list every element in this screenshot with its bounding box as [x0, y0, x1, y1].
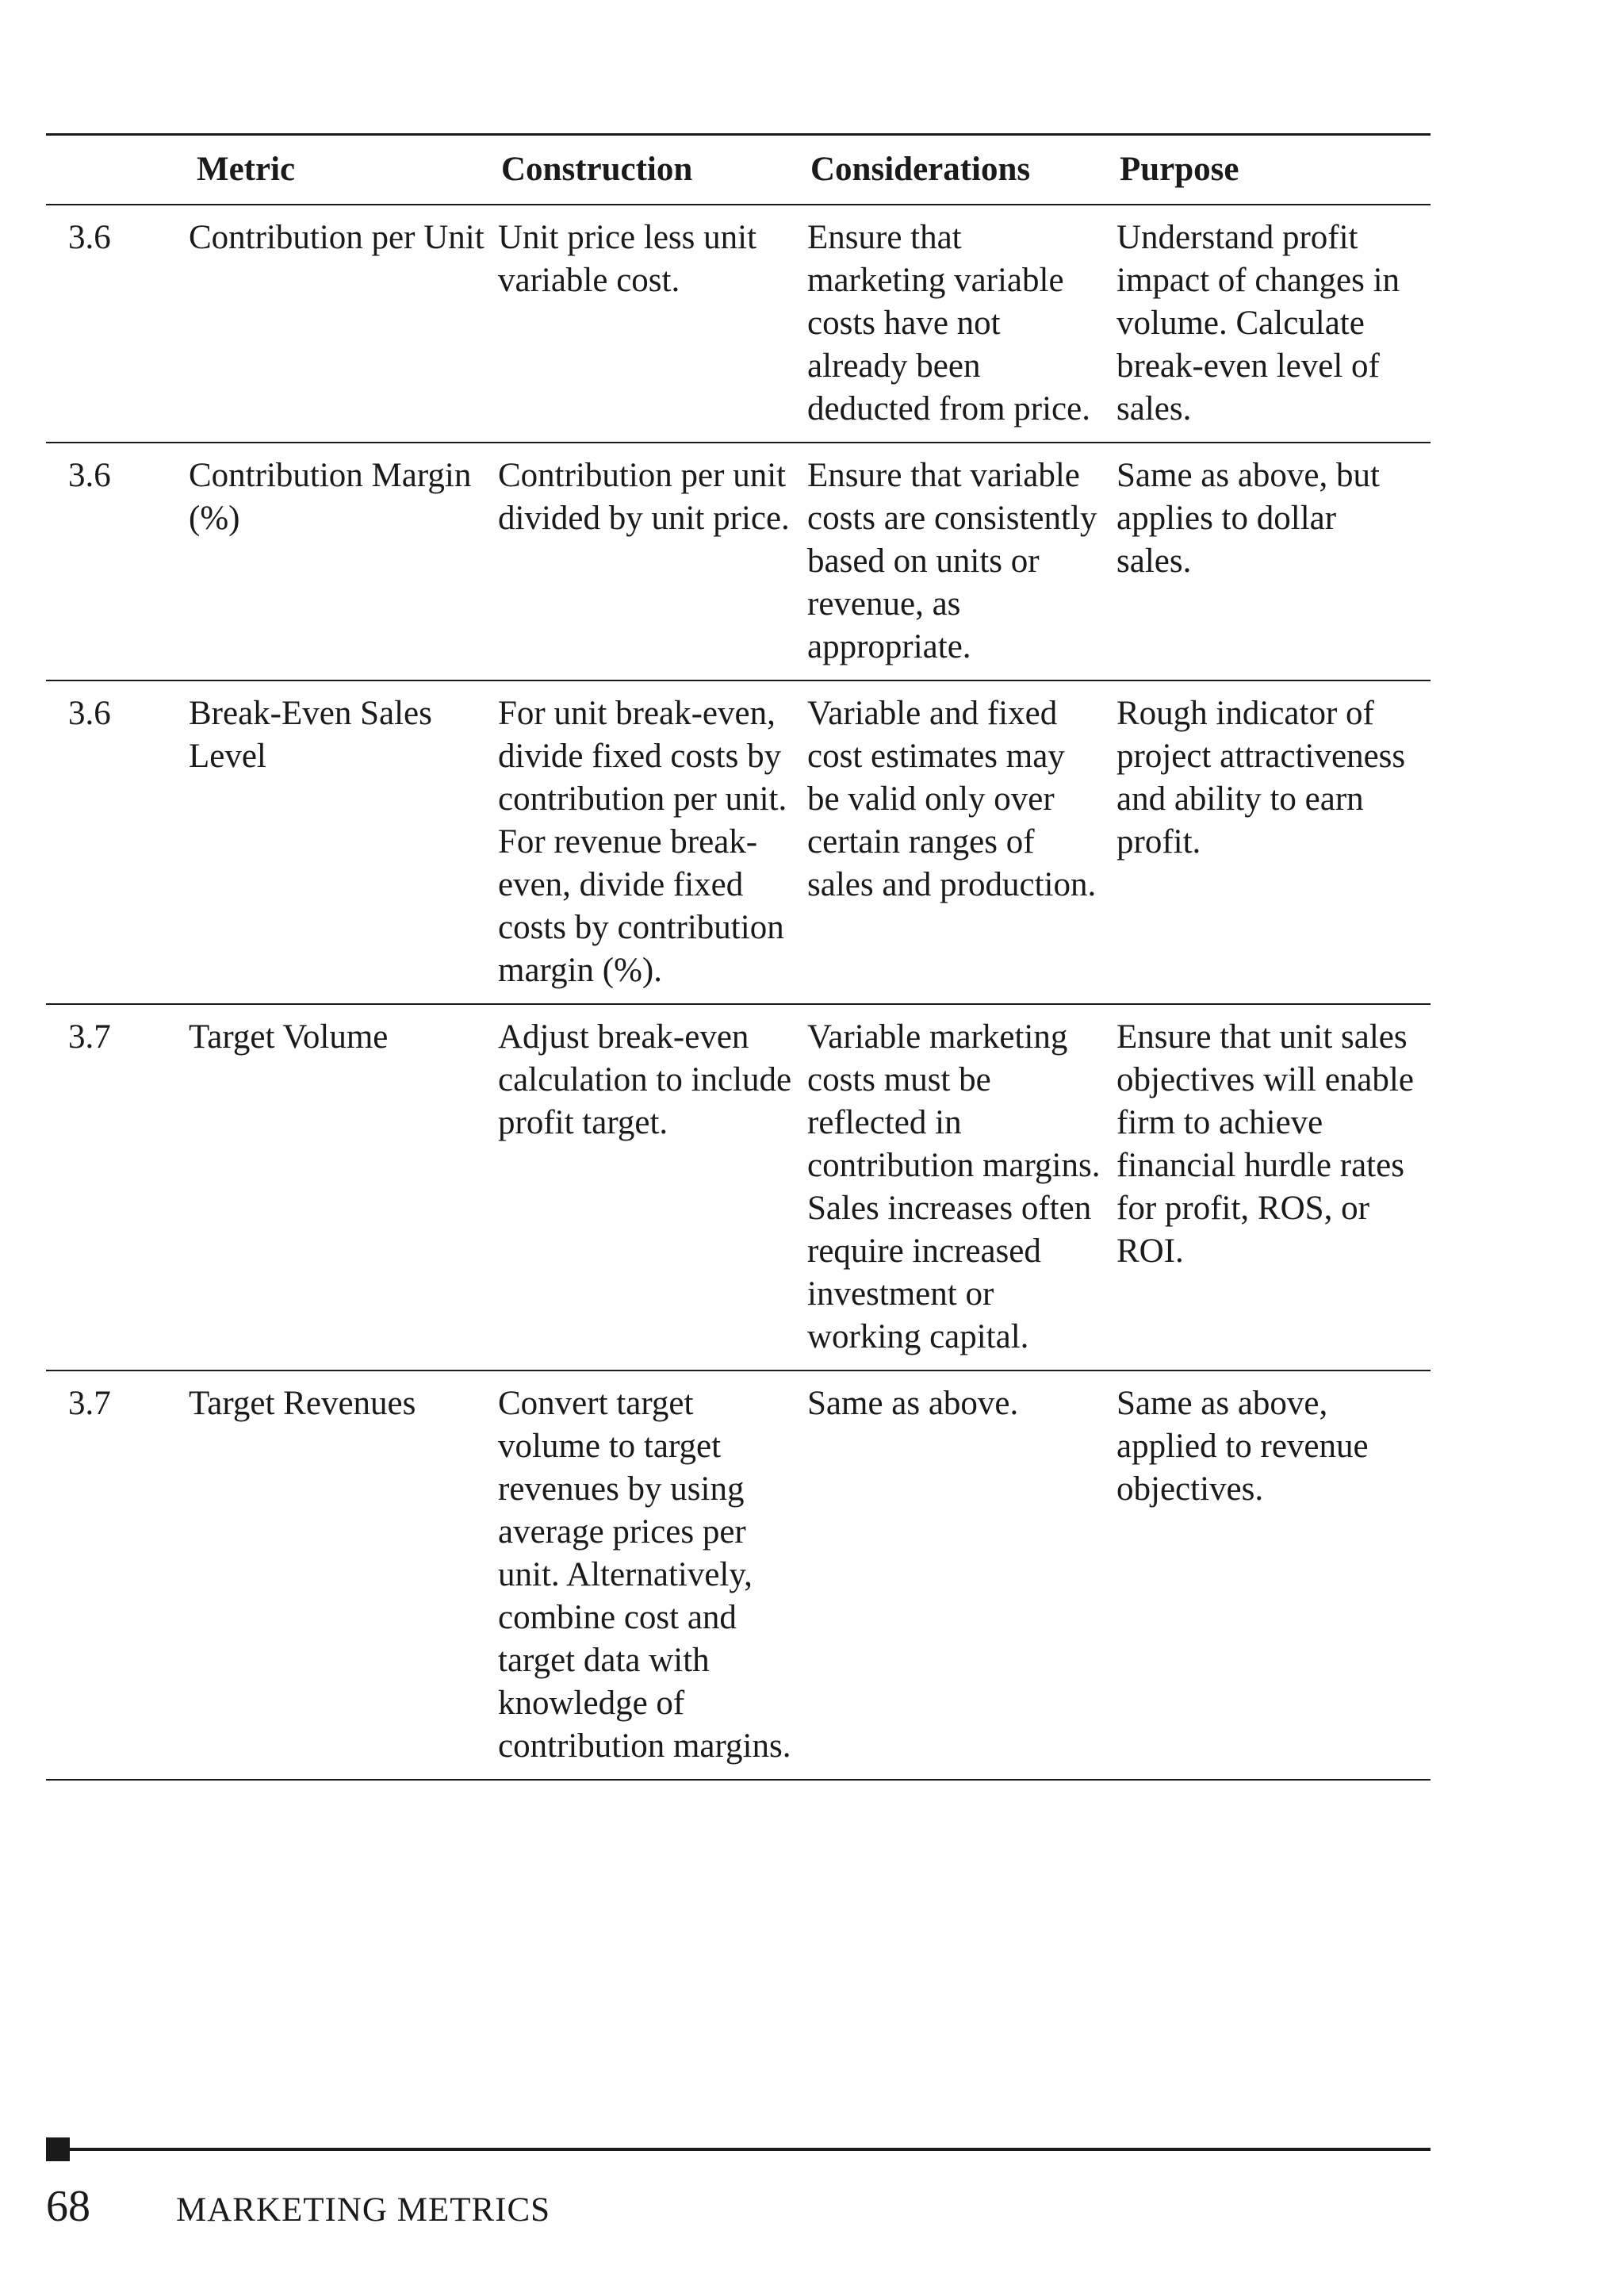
table-row — [46, 1004, 1431, 1371]
metrics-summary-table — [46, 133, 1431, 1781]
header-purpose: Purpose — [1116, 135, 1431, 205]
cell-considerations: Ensure that variable costs are consistently based on units or revenue, as appropriate. — [807, 443, 1116, 680]
cell-metric: Target Volume — [189, 1004, 498, 1371]
table-header-row — [46, 135, 1431, 205]
cell-considerations: Ensure that marketing variable costs have not already been deducted from price. — [807, 205, 1116, 443]
cell-considerations: Variable marketing costs must be reflected in contribution margins. Sales increases often require increased investment or working capital. — [807, 1004, 1116, 1371]
page-number: 68 — [46, 2182, 90, 2231]
footer-rule — [46, 2148, 1431, 2151]
header-section — [46, 135, 189, 205]
cell-purpose: Same as above, applied to revenue objectives. — [1116, 1371, 1431, 1780]
table-row — [46, 443, 1431, 680]
cell-purpose: Same as above, but applies to dollar sales. — [1116, 443, 1431, 680]
cell-construction: Convert target volume to target revenues by using average prices per unit. Alternatively, combine cost and target data with knowledge of contribution margins. — [498, 1371, 807, 1780]
cell-construction: Unit price less unit variable cost. — [498, 205, 807, 443]
cell-metric: Contribution per Unit — [189, 205, 498, 443]
cell-section: 3.7 — [46, 1371, 189, 1780]
cell-considerations: Variable and fixed cost estimates may be valid only over certain ranges of sales and production. — [807, 680, 1116, 1004]
cell-construction: For unit break-even, divide fixed costs by contribution per unit. For revenue break-even, divide fixed costs by contribution margin (%). — [498, 680, 807, 1004]
cell-considerations: Same as above. — [807, 1371, 1116, 1780]
cell-metric: Contribution Margin (%) — [189, 443, 498, 680]
cell-metric: Target Revenues — [189, 1371, 498, 1780]
table-row — [46, 680, 1431, 1004]
cell-construction: Contribution per unit divided by unit price. — [498, 443, 807, 680]
header-construction: Construction — [498, 135, 807, 205]
cell-purpose: Rough indicator of project attractiveness and ability to earn profit. — [1116, 680, 1431, 1004]
cell-purpose: Understand profit impact of changes in volume. Calculate break-even level of sales. — [1116, 205, 1431, 443]
cell-construction: Adjust break-even calculation to include profit target. — [498, 1004, 807, 1371]
running-title: MARKETING METRICS — [176, 2191, 551, 2229]
table-row — [46, 205, 1431, 443]
cell-section: 3.6 — [46, 680, 189, 1004]
header-metric: Metric — [189, 135, 498, 205]
cell-section: 3.7 — [46, 1004, 189, 1371]
header-considerations: Considerations — [807, 135, 1116, 205]
table-row — [46, 1371, 1431, 1780]
cell-purpose: Ensure that unit sales objectives will enable firm to achieve financial hurdle rates for profit, ROS, or ROI. — [1116, 1004, 1431, 1371]
cell-metric: Break-Even Sales Level — [189, 680, 498, 1004]
cell-section: 3.6 — [46, 205, 189, 443]
cell-section: 3.6 — [46, 443, 189, 680]
